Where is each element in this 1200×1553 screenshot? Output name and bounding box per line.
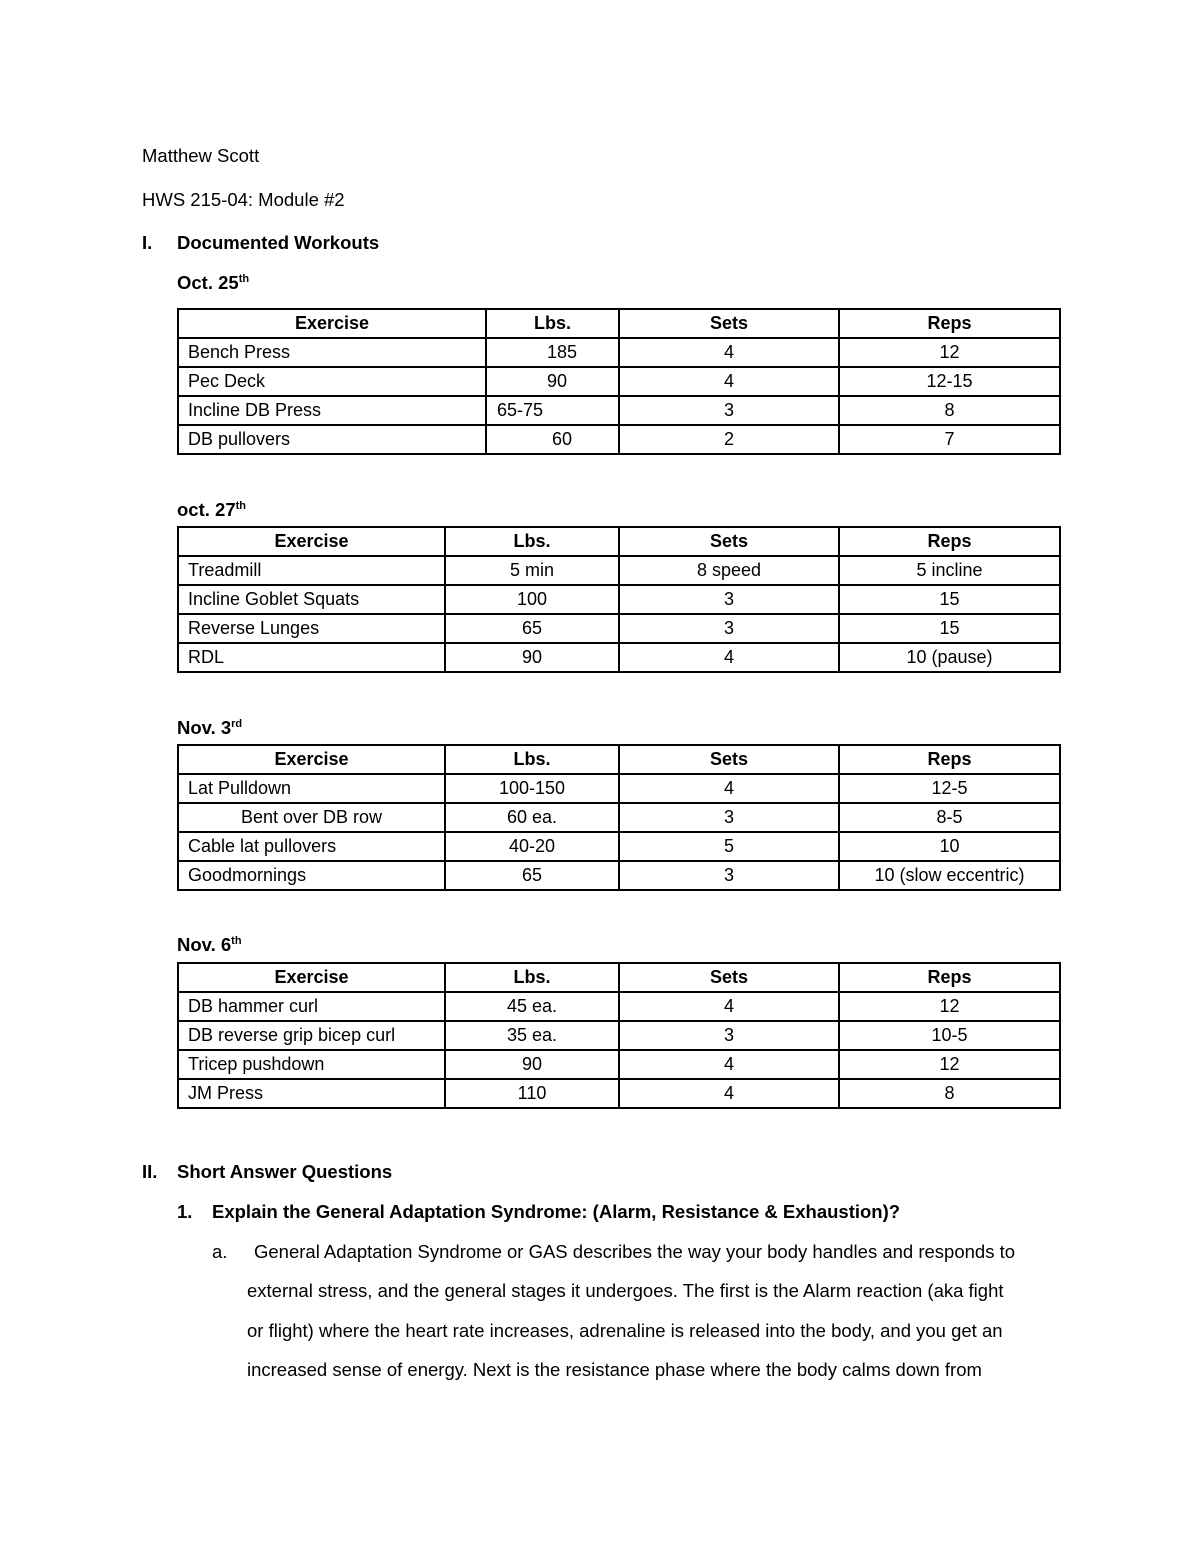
author-name: Matthew Scott bbox=[142, 145, 260, 166]
header-exercise: Exercise bbox=[178, 527, 445, 556]
header-reps: Reps bbox=[839, 745, 1060, 774]
table-header-row bbox=[178, 527, 1060, 556]
section-2-heading: Short Answer Questions bbox=[177, 1161, 393, 1182]
table-row bbox=[178, 774, 1060, 803]
cell-lbs: 65 bbox=[445, 861, 619, 890]
table-row bbox=[178, 396, 1060, 425]
cell-lbs: 90 bbox=[445, 1050, 619, 1079]
header-sets: Sets bbox=[619, 309, 839, 338]
cell-exercise: Incline DB Press bbox=[178, 396, 486, 425]
header-lbs: Lbs. bbox=[445, 963, 619, 992]
cell-sets: 4 bbox=[619, 643, 839, 672]
table-row bbox=[178, 338, 1060, 367]
workout-table-1 bbox=[177, 308, 1061, 455]
table-row bbox=[178, 832, 1060, 861]
cell-exercise: Lat Pulldown bbox=[178, 774, 445, 803]
cell-lbs: 90 bbox=[445, 643, 619, 672]
cell-lbs: 35 ea. bbox=[445, 1021, 619, 1050]
course-title: HWS 215-04: Module #2 bbox=[142, 189, 345, 210]
question-1-text: Explain the General Adaptation Syndrome: (Alarm, Resistance & Exhaustion)? bbox=[212, 1201, 901, 1222]
cell-sets: 3 bbox=[619, 396, 839, 425]
cell-exercise: Goodmornings bbox=[178, 861, 445, 890]
table-row bbox=[178, 585, 1060, 614]
cell-reps: 5 incline bbox=[839, 556, 1060, 585]
header-lbs: Lbs. bbox=[445, 745, 619, 774]
cell-sets: 4 bbox=[619, 338, 839, 367]
table-row bbox=[178, 803, 1060, 832]
answer-line-4: increased sense of energy. Next is the resistance phase where the body calms down from bbox=[247, 1359, 982, 1380]
cell-lbs: 100 bbox=[445, 585, 619, 614]
cell-reps: 12 bbox=[839, 338, 1060, 367]
cell-exercise: Pec Deck bbox=[178, 367, 486, 396]
cell-reps: 12 bbox=[839, 1050, 1060, 1079]
table-header-row bbox=[178, 745, 1060, 774]
workout-date-3: Nov. 3rd bbox=[177, 717, 243, 738]
header-sets: Sets bbox=[619, 527, 839, 556]
cell-exercise: Treadmill bbox=[178, 556, 445, 585]
header-exercise: Exercise bbox=[178, 309, 486, 338]
cell-exercise: Incline Goblet Squats bbox=[178, 585, 445, 614]
workout-table-3 bbox=[177, 744, 1061, 891]
cell-sets: 4 bbox=[619, 1050, 839, 1079]
cell-sets: 3 bbox=[619, 803, 839, 832]
cell-exercise: Tricep pushdown bbox=[178, 1050, 445, 1079]
cell-reps: 8-5 bbox=[839, 803, 1060, 832]
cell-lbs: 5 min bbox=[445, 556, 619, 585]
table-row bbox=[178, 992, 1060, 1021]
answer-letter: a. bbox=[212, 1241, 228, 1262]
cell-exercise: DB reverse grip bicep curl bbox=[178, 1021, 445, 1050]
workout-table-4 bbox=[177, 962, 1061, 1109]
cell-exercise: RDL bbox=[178, 643, 445, 672]
cell-lbs: 90 bbox=[486, 367, 619, 396]
cell-exercise: Bent over DB row bbox=[178, 803, 445, 832]
answer-line-2: external stress, and the general stages it undergoes. The first is the Alarm reaction (aka fight bbox=[247, 1280, 1004, 1301]
cell-reps: 10-5 bbox=[839, 1021, 1060, 1050]
cell-reps: 15 bbox=[839, 614, 1060, 643]
table-row bbox=[178, 1021, 1060, 1050]
cell-lbs: 45 ea. bbox=[445, 992, 619, 1021]
cell-sets: 2 bbox=[619, 425, 839, 454]
cell-reps: 12 bbox=[839, 992, 1060, 1021]
table-header-row bbox=[178, 309, 1060, 338]
cell-exercise: Cable lat pullovers bbox=[178, 832, 445, 861]
cell-reps: 10 bbox=[839, 832, 1060, 861]
cell-reps: 7 bbox=[839, 425, 1060, 454]
table-row bbox=[178, 861, 1060, 890]
section-1-heading: Documented Workouts bbox=[177, 232, 380, 253]
cell-lbs: 65-75 bbox=[486, 396, 619, 425]
section-2-numeral: II. bbox=[142, 1161, 158, 1182]
cell-exercise: Reverse Lunges bbox=[178, 614, 445, 643]
cell-sets: 3 bbox=[619, 861, 839, 890]
cell-exercise: JM Press bbox=[178, 1079, 445, 1108]
header-reps: Reps bbox=[839, 963, 1060, 992]
cell-reps: 12-15 bbox=[839, 367, 1060, 396]
cell-sets: 5 bbox=[619, 832, 839, 861]
answer-line-3: or flight) where the heart rate increases, adrenaline is released into the body, and you get an bbox=[247, 1320, 1003, 1341]
header-sets: Sets bbox=[619, 963, 839, 992]
cell-lbs: 60 ea. bbox=[445, 803, 619, 832]
table-row bbox=[178, 425, 1060, 454]
header-sets: Sets bbox=[619, 745, 839, 774]
cell-lbs: 40-20 bbox=[445, 832, 619, 861]
header-lbs: Lbs. bbox=[486, 309, 619, 338]
table-row bbox=[178, 556, 1060, 585]
cell-lbs: 110 bbox=[445, 1079, 619, 1108]
cell-lbs: 185 bbox=[486, 338, 619, 367]
cell-sets: 4 bbox=[619, 1079, 839, 1108]
cell-sets: 4 bbox=[619, 774, 839, 803]
cell-lbs: 100-150 bbox=[445, 774, 619, 803]
cell-reps: 12-5 bbox=[839, 774, 1060, 803]
header-lbs: Lbs. bbox=[445, 527, 619, 556]
cell-sets: 4 bbox=[619, 367, 839, 396]
cell-reps: 10 (slow eccentric) bbox=[839, 861, 1060, 890]
cell-exercise: DB pullovers bbox=[178, 425, 486, 454]
table-header-row bbox=[178, 963, 1060, 992]
header-reps: Reps bbox=[839, 309, 1060, 338]
table-row bbox=[178, 614, 1060, 643]
section-1-numeral: I. bbox=[142, 232, 153, 253]
header-reps: Reps bbox=[839, 527, 1060, 556]
workout-date-1: Oct. 25th bbox=[177, 272, 250, 293]
cell-sets: 4 bbox=[619, 992, 839, 1021]
header-exercise: Exercise bbox=[178, 745, 445, 774]
header-exercise: Exercise bbox=[178, 963, 445, 992]
cell-reps: 10 (pause) bbox=[839, 643, 1060, 672]
table-row bbox=[178, 367, 1060, 396]
answer-line-1: General Adaptation Syndrome or GAS describes the way your body handles and responds to bbox=[254, 1241, 1016, 1262]
cell-sets: 3 bbox=[619, 614, 839, 643]
cell-lbs: 60 bbox=[486, 425, 619, 454]
cell-lbs: 65 bbox=[445, 614, 619, 643]
workout-date-4: Nov. 6th bbox=[177, 934, 242, 955]
cell-reps: 15 bbox=[839, 585, 1060, 614]
workout-table-2 bbox=[177, 526, 1061, 673]
question-1-number: 1. bbox=[177, 1201, 193, 1222]
cell-sets: 3 bbox=[619, 585, 839, 614]
workout-date-2: oct. 27th bbox=[177, 499, 246, 520]
table-row bbox=[178, 1050, 1060, 1079]
cell-sets: 3 bbox=[619, 1021, 839, 1050]
table-row bbox=[178, 643, 1060, 672]
table-row bbox=[178, 1079, 1060, 1108]
cell-exercise: DB hammer curl bbox=[178, 992, 445, 1021]
cell-exercise: Bench Press bbox=[178, 338, 486, 367]
cell-reps: 8 bbox=[839, 396, 1060, 425]
cell-sets: 8 speed bbox=[619, 556, 839, 585]
cell-reps: 8 bbox=[839, 1079, 1060, 1108]
